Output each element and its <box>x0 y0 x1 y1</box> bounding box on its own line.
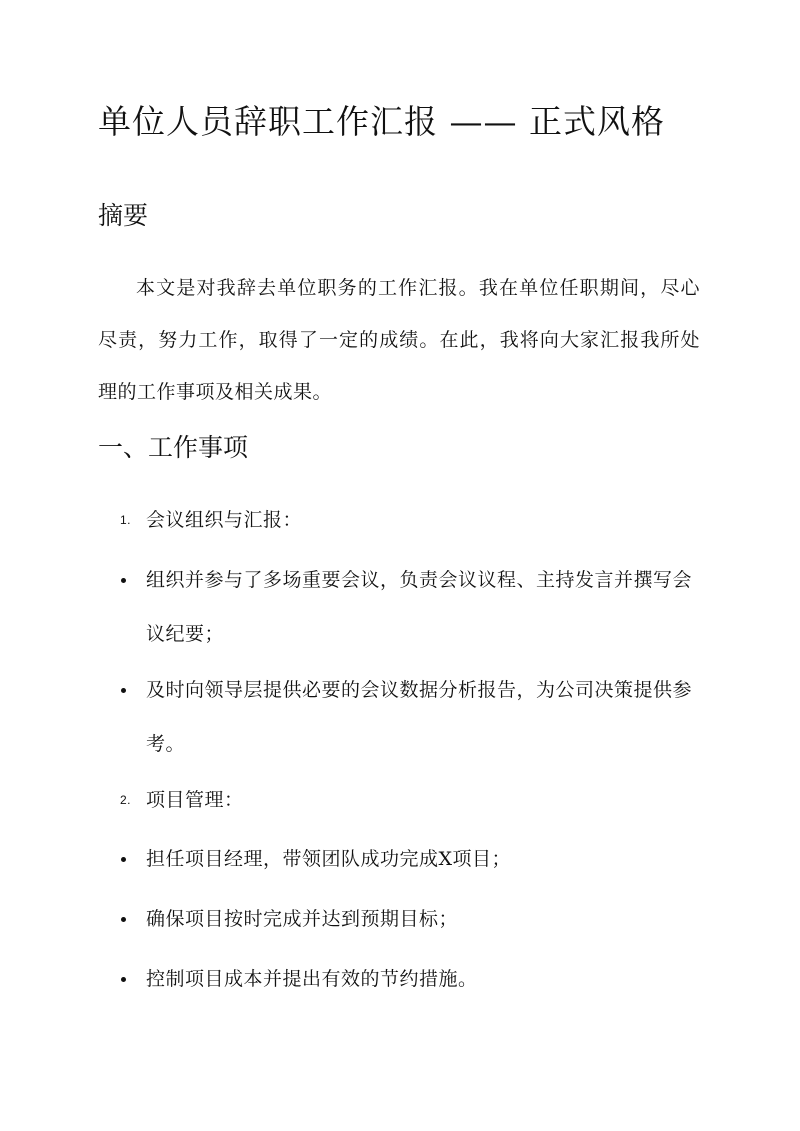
bullet-item <box>146 553 700 661</box>
item-label: 会议组织与汇报： <box>146 509 303 531</box>
numbered-item-project <box>120 773 700 827</box>
item-label: 项目管理： <box>146 789 244 811</box>
bullet-item <box>146 663 700 771</box>
abstract-paragraph: 本文是对我辞去单位职务的工作汇报。我在单位任职期间，尽心尽责，努力工作，取得了一定的成绩。在此，我将向大家汇报我所处理的工作事项及相关成果。 <box>98 277 700 403</box>
item-number: 2. <box>120 793 132 807</box>
bullet-text: 控制项目成本并提出有效的节约措施。 <box>146 968 478 990</box>
bullet-icon <box>121 688 126 693</box>
work-section-heading: 一、工作事项 <box>98 433 249 462</box>
document-title: 单位人员辞职工作汇报 —— 正式风格 <box>98 102 665 141</box>
bullet-text: 确保项目按时完成并达到预期目标； <box>146 908 459 930</box>
bullet-item <box>146 892 700 946</box>
bullet-icon <box>121 977 126 982</box>
bullet-text: 担任项目经理，带领团队成功完成X项目； <box>146 848 512 870</box>
bullet-icon <box>121 578 126 583</box>
numbered-item-meeting <box>120 493 700 547</box>
bullet-text: 组织并参与了多场重要会议，负责会议议程、主持发言并撰写会议纪要； <box>146 569 693 645</box>
bullet-item <box>146 952 700 1006</box>
bullet-icon <box>121 857 126 862</box>
item-number: 1. <box>120 513 132 527</box>
abstract-heading: 摘要 <box>98 201 149 230</box>
bullet-item <box>146 832 700 886</box>
bullet-icon <box>121 917 126 922</box>
bullet-text: 及时向领导层提供必要的会议数据分析报告，为公司决策提供参考。 <box>146 679 693 755</box>
